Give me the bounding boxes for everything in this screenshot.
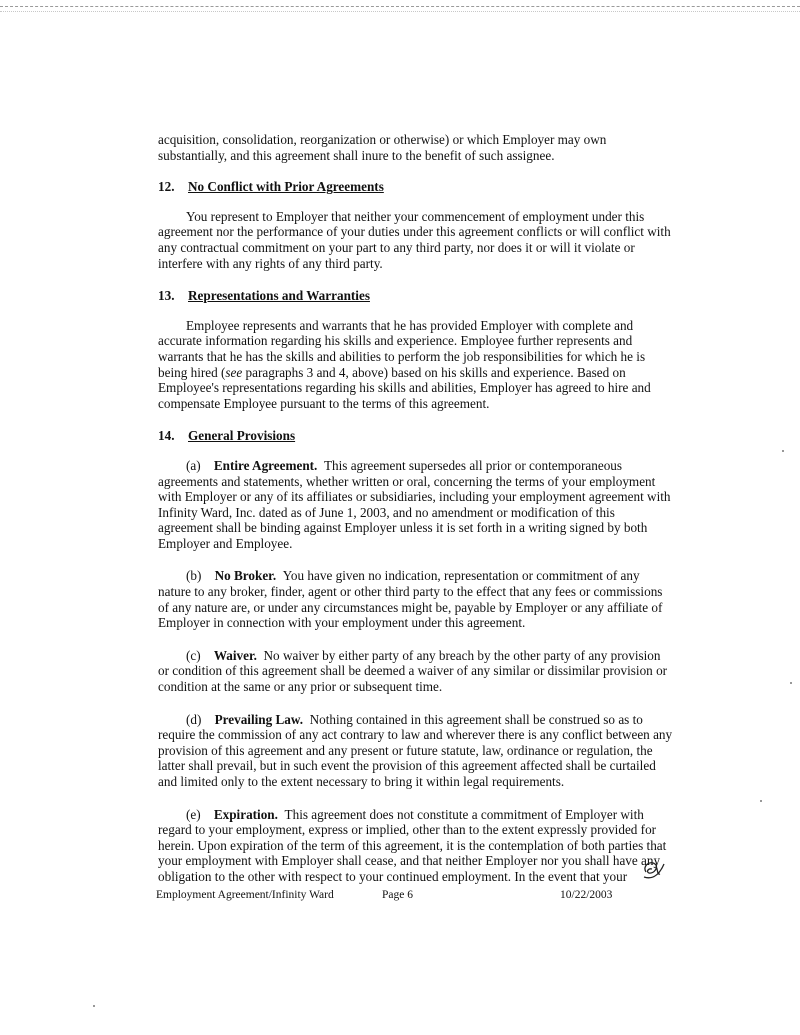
provision-text: This agreement does not constitute a commitment of Employer with regard to your employment, express or implied, other than to the extent expressly provided for herein. Upon expiration of the term of this agreement, it is the contemplation of both parties that your employment with Employer shall cease, and that neither Employer nor you shall have any obligation to the other with respect to your continued employment. In the event that your [158,806,667,884]
body-text: Employee represents and warrants that he has provided Employer with complete and accurate information regarding his skills and experience. Employee further represents and warrants that he has the skills and abilities to perform the job responsibilities for which he is being hired ( [158,317,646,380]
intro-paragraph: acquisition, consolidation, reorganization or otherwise) or which Employer may own substantially, and this agreement shall inure to the benefit of such assignee. [158,132,607,163]
section-14-heading [158,428,673,444]
body-text: paragraphs 3 and 4, above) based on his skills and experience. Based on Employee's representations regarding his skills and abilities, Employer has agreed to hire and compensate Employee pursuant to the terms of this agreement. [158,364,651,411]
section-number: 14. [158,428,175,444]
scan-edge-artifact [0,6,800,12]
provision-expiration [158,807,673,885]
provision-letter: (d) [186,711,202,727]
scan-speck [782,450,784,452]
provision-text: This agreement supersedes all prior or contemporaneous agreements and statements, whether written or oral, concerning the terms of your employment with Employer or any of its affiliates or subsidiaries, including your employment agreement with Infinity Ward, Inc. dated as of June 1, 2003, and no amendment or modification of this agreement shall be binding against Employer unless it is set forth in a writing signed by both Employer and Employee. [158,457,671,551]
provision-letter: (c) [186,647,201,663]
provision-lead: Expiration. [213,806,278,822]
scan-speck [93,1005,95,1007]
document-body [158,132,673,902]
section-title: Representations and Warranties [188,288,370,304]
provision-letter: (a) [186,457,201,473]
provision-lead: Prevailing Law. [214,711,303,727]
footer-date: 10/22/2003 [560,889,613,901]
section-number: 13. [158,288,175,304]
section-12-heading [158,179,673,195]
section-title: No Conflict with Prior Agreements [188,179,384,195]
provision-text: You have given no indication, representation or commitment of any nature to any broker, finder, agent or other third party to the effect that any fees or commissions of any nature are, or under any circumstances might be, payable by Employer or any affiliate of Employer in connection with your employment under this agreement. [158,568,663,631]
provision-lead: No Broker. [214,568,277,584]
section-title: General Provisions [188,428,296,444]
section-13-heading [158,288,673,304]
section-number: 12. [158,179,175,195]
provision-letter: (e) [186,806,201,822]
provision-prevailing-law [158,712,673,790]
provision-entire-agreement [158,458,673,552]
scan-speck [760,800,762,802]
provision-lead: Entire Agreement. [213,457,318,473]
section-12-body: You represent to Employer that neither your commencement of employment under this agreement nor the performance of your duties under this agreement conflicts or will conflict with any contractual commitment on your part to any third party, nor does it or will it violate or interfere with any rights of any third party. [158,208,671,271]
provision-text: No waiver by either party of any breach by the other party of any provision or condition of this agreement shall be deemed a waiver of any similar or dissimilar provision or condition at the same or any prior or subsequent time. [158,647,668,695]
provision-no-broker [158,568,673,630]
body-italic: see [225,364,243,380]
footer-document-name: Employment Agreement/Infinity Ward [156,889,334,901]
provision-letter: (b) [186,568,202,584]
section-13-body [158,318,673,412]
provision-waiver [158,648,673,695]
provision-lead: Waiver. [213,647,257,663]
handwritten-initials [640,858,666,880]
scan-speck [790,682,792,684]
footer-page-number: Page 6 [382,889,413,901]
provision-text: Nothing contained in this agreement shall be construed so as to require the commission of any act contrary to law and wherever there is any conflict between any provision of this agreement and any present or future statute, law, ordinance or regulation, the latter shall prevail, but in such event the provision of this agreement affected shall be curtailed and limited only to the extent necessary to bring it within legal requirements. [158,711,673,789]
